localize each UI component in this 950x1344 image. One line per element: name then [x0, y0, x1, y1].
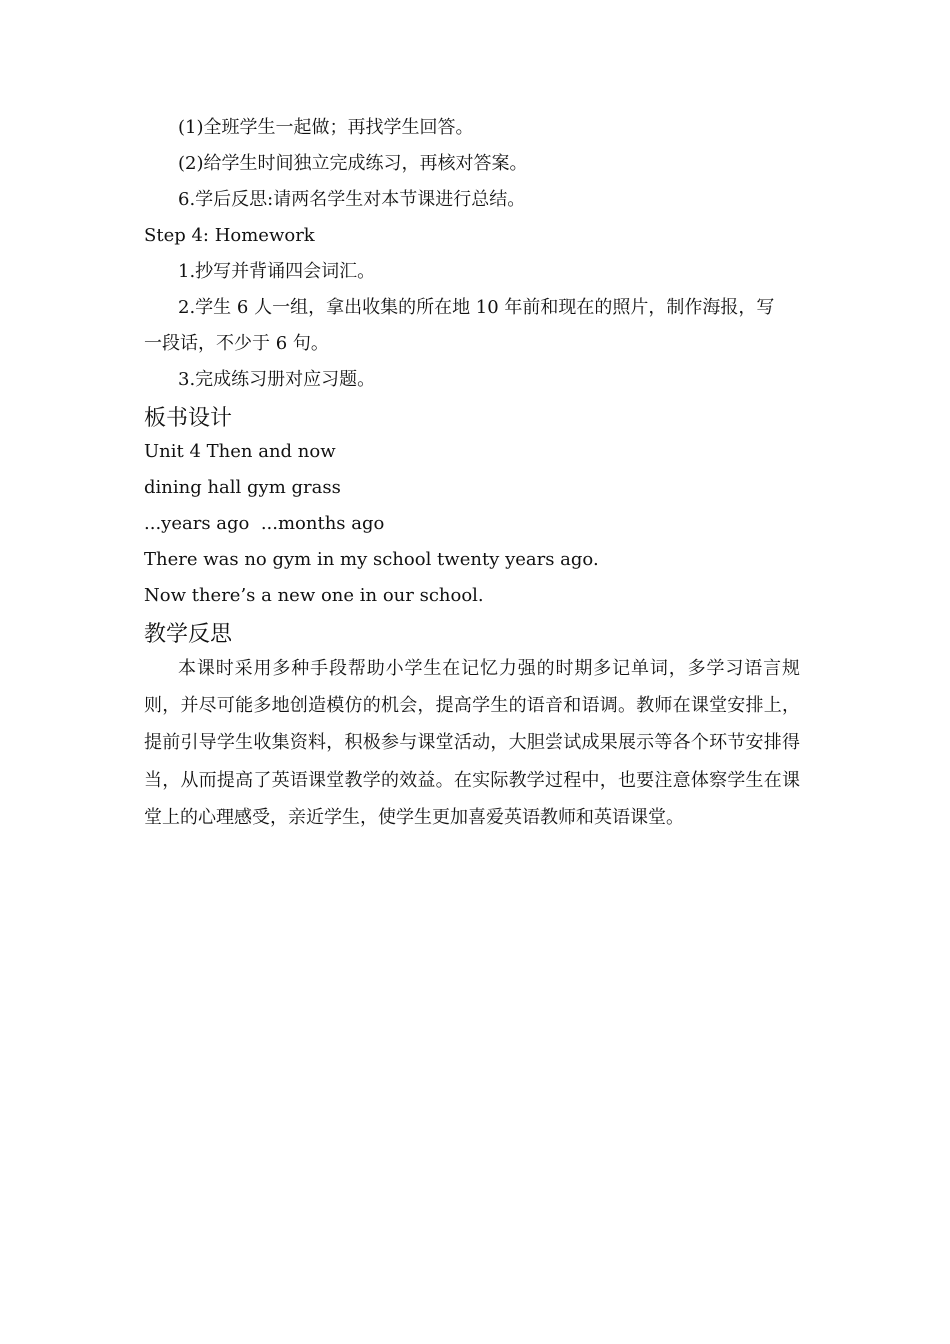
board-line-vocab: dining hall gym grass: [144, 477, 341, 498]
step-item-reflection: 6.学后反思:请两名学生对本节课进行总结。: [178, 189, 526, 210]
step-item-1: (1)全班学生一起做；再找学生回答。: [178, 117, 474, 138]
document-page: [144, 110, 800, 836]
homework-item-2-cont: 一段话，不少于 6 句。: [144, 333, 329, 354]
reflection-paragraph: 本课时采用多种手段帮助小学生在记忆力强的时期多记单词，多学习语言规则，并尽可能多地创造模仿的机会，提高学生的语音和语调。教师在课堂安排上，提前引导学生收集资料，积极参与课堂活动，大胆尝试成果展示等各个环节安排得当，从而提高了英语课堂教学的效益。在实际教学过程中，也要注意体察学生在课堂上的心理感受，亲近学生，使学生更加喜爱英语教师和英语课堂。: [144, 658, 800, 828]
homework-item-3: 3.完成练习册对应习题。: [178, 369, 376, 390]
homework-item-1: 1.抄写并背诵四会词汇。: [178, 261, 376, 282]
board-line-time: ...years ago ...months ago: [144, 513, 385, 534]
board-design-heading: 板书设计: [144, 406, 233, 431]
board-line-unit: Unit 4 Then and now: [144, 441, 336, 462]
homework-title: Step 4: Homework: [144, 225, 315, 246]
homework-item-2: 2.学生 6 人一组，拿出收集的所在地 10 年前和现在的照片，制作海报，写: [178, 297, 775, 318]
board-line-sentence-1: There was no gym in my school twenty years ago.: [144, 549, 599, 570]
step-item-2: (2)给学生时间独立完成练习，再核对答案。: [178, 153, 528, 174]
reflection-heading: 教学反思: [144, 622, 233, 647]
board-line-sentence-2: Now there’s a new one in our school.: [144, 585, 484, 606]
